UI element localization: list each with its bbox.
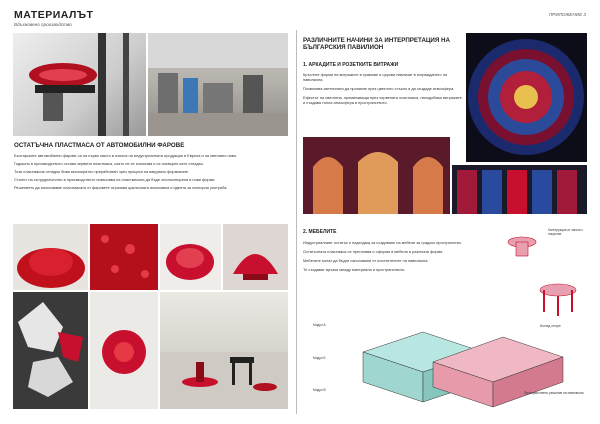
sheet-illustration: [160, 224, 221, 290]
flower-illustration: [90, 292, 158, 409]
pavilion-diagram: [303, 322, 590, 414]
objects-illustration: [223, 224, 288, 290]
left-paragraph: Този пластмасов отпадък бива многократно преработван чрез процеса на вакуумно формоване.: [14, 168, 190, 174]
left-paragraph: Годишно в производството остава червена пластмаса, която не се използва и се изхвърля като отпадък.: [14, 160, 204, 166]
right-subsection-1-title: 1. АРКАДИТЕ И РОЗЕТКИТЕ ВИТРАЖИ: [303, 62, 399, 68]
right-sub1-text: [303, 73, 463, 106]
red-sheet-photo: [160, 224, 221, 290]
stained-columns-illustration: [452, 165, 587, 214]
diagram-label-right-top: Изглед отгоре: [540, 324, 561, 328]
left-text-block: [14, 154, 288, 191]
arcade-photo: [303, 137, 450, 214]
left-section-title: ОСТАТЪЧНА ПЛАСТМАСА ОТ АВТОМОБИЛНИ ФАРОВЕ: [14, 142, 185, 149]
headlight-illustration: [13, 33, 146, 136]
sub2-paragraph: Те създават връзка между материала и пространството.: [303, 266, 406, 272]
left-paragraph: Българските автомобилни фарове са на първо място в износа на индустриалната продукция в Европа и на световно ниво.: [14, 153, 238, 158]
sub1-paragraph: Кръглите форми на витражите в храмове и църкви навлизат в изграждането на павилиона.: [303, 72, 448, 82]
headlight-photo: [13, 33, 146, 136]
red-plastic-pile-photo: [13, 224, 88, 290]
stool-caption: Конструкция от смола с покритие: [548, 228, 584, 236]
furniture-room-photo: [160, 292, 288, 409]
stained-glass-columns-photo: [452, 165, 587, 214]
arcade-illustration: [303, 137, 450, 214]
factory-illustration: [148, 33, 288, 136]
red-granules-photo: [90, 224, 158, 290]
rose-window-illustration: [466, 33, 587, 162]
rose-window-photo: [466, 33, 587, 162]
red-flower-photo: [90, 292, 158, 409]
page-title: МАТЕРИАЛЪТ: [14, 9, 94, 21]
right-sub2-text: [303, 241, 483, 273]
room-illustration: [160, 292, 288, 409]
left-paragraph: Решението да използваме пластмасата от фаровете отразява цикличната икономика и идеята за повторна употреба.: [14, 184, 228, 190]
right-section-title: РАЗЛИЧНИТЕ НАЧИНИ ЗА ИНТЕРПРЕТАЦИЯ НА БЪЛГАРСКИЯ ПАВИЛИОН: [303, 37, 450, 52]
sub1-paragraph: Позволява светлината да проникне през цветното стъкло и да създаде атмосфера.: [303, 85, 455, 91]
sub2-paragraph: Остатъчната пластмаса се претопява и оформя в мебели в различни форми.: [303, 248, 444, 254]
right-subsection-2-title: 2. МЕБЕЛИТЕ: [303, 229, 337, 235]
sub2-paragraph: Мебелите могат да бъдат използвани от посетителите на павилиона.: [303, 257, 429, 263]
diagram-label-left-mid: Модул Б: [313, 356, 326, 360]
diagram-label-right-bottom: Пространствено решение на павилиона: [524, 391, 584, 395]
plastic-pile-illustration: [13, 224, 88, 290]
granules-illustration: [90, 224, 158, 290]
red-objects-photo: [223, 224, 288, 290]
page-subtitle: Вдъхновено производство: [14, 22, 72, 27]
column-divider: [296, 30, 297, 414]
left-paragraph: Стилът на сътрудничество в производството позволява на пластмасата да бъде оползотворена в нови форми.: [14, 176, 216, 182]
diagram-label-left-bottom: Модул В: [313, 388, 326, 392]
pavilion-isometric-illustration: [303, 322, 590, 414]
white-plastic-photo: [13, 292, 88, 409]
factory-photo: [148, 33, 288, 136]
diagram-label-left-top: Модул А: [313, 323, 326, 327]
page-label: ПРИЛОЖЕНИЕ 3: [548, 12, 586, 17]
sub2-paragraph: Индустриалният остатък е подходящ за създаване на мебели за градско пространство.: [303, 240, 462, 245]
sub1-paragraph: Ефектът на светлина, преминаваща през червената пластмаса, наподобява витражите и създава топла атмосфера в пространството.: [303, 94, 462, 105]
white-plastic-illustration: [13, 292, 88, 409]
